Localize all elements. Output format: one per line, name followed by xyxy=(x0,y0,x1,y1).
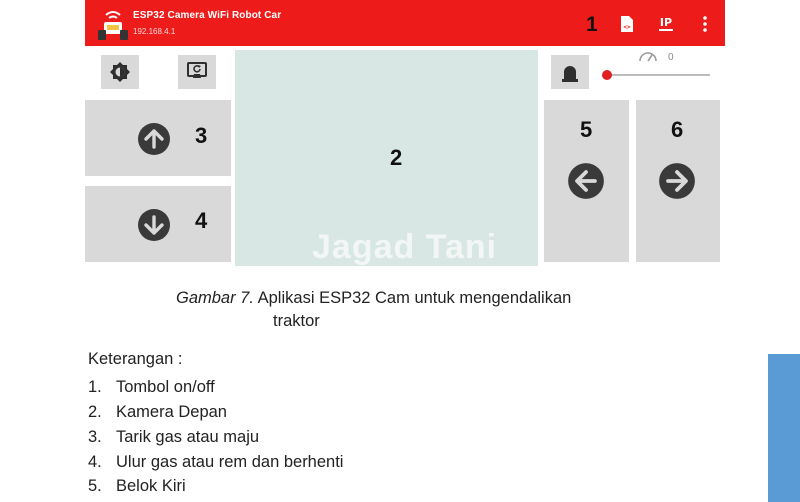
list-item-number: 3. xyxy=(88,428,102,446)
side-tab xyxy=(768,354,800,502)
speed-slider-track[interactable] xyxy=(606,74,710,76)
arrow-left-icon xyxy=(567,162,605,200)
list-item xyxy=(88,428,259,447)
marker-3: 3 xyxy=(195,123,208,148)
list-item-text: Tombol on/off xyxy=(116,378,215,396)
more-vert-icon[interactable] xyxy=(701,15,709,33)
figure-caption-text: Aplikasi ESP32 Cam untuk mengendalikan xyxy=(253,289,572,307)
list-item xyxy=(88,453,343,472)
siren-icon xyxy=(560,63,580,83)
marker-4: 4 xyxy=(195,208,208,233)
list-item-text: Ulur gas atau rem dan berhenti xyxy=(116,453,344,471)
list-item-number: 1. xyxy=(88,378,102,396)
arrow-up-icon xyxy=(137,122,171,156)
marker-2: 2 xyxy=(390,145,403,170)
figure-label: Gambar 7. xyxy=(176,289,254,307)
figure-caption-line-2: traktor xyxy=(273,312,320,330)
list-item-text: Kamera Depan xyxy=(116,403,227,421)
list-item-number: 5. xyxy=(88,477,102,495)
turn-left-button[interactable] xyxy=(544,100,629,262)
backward-button[interactable] xyxy=(85,186,231,262)
list-item-number: 4. xyxy=(88,453,102,471)
marker-5: 5 xyxy=(580,117,593,142)
arrow-down-icon xyxy=(137,208,171,242)
watermark: Jagad Tani xyxy=(312,228,498,266)
list-item xyxy=(88,378,215,397)
svg-text:<>: <> xyxy=(623,24,631,31)
marker-1: 1 xyxy=(586,13,598,36)
brightness-icon xyxy=(110,62,130,82)
speed-slider-thumb[interactable] xyxy=(602,70,612,80)
ip-icon[interactable] xyxy=(657,14,675,34)
robot-car-icon xyxy=(94,8,132,42)
list-item-text: Tarik gas atau maju xyxy=(116,428,260,446)
turn-right-button[interactable] xyxy=(636,100,720,262)
list-item-number: 2. xyxy=(88,403,102,421)
screen-capture-icon xyxy=(186,61,208,83)
code-file-icon[interactable] xyxy=(620,15,634,33)
app-title: ESP32 Camera WiFi Robot Car xyxy=(133,10,282,21)
speedometer-icon xyxy=(638,49,658,63)
alarm-button[interactable] xyxy=(551,55,589,89)
forward-button[interactable] xyxy=(85,100,231,176)
svg-text:IP: IP xyxy=(659,16,673,29)
speed-value: 0 xyxy=(668,52,674,63)
app-ip-address: 192.168.4.1 xyxy=(133,27,176,36)
list-item xyxy=(88,403,227,422)
marker-6: 6 xyxy=(671,117,684,142)
screen-capture-button[interactable] xyxy=(178,55,216,89)
arrow-right-icon xyxy=(658,162,696,200)
notes-heading: Keterangan : xyxy=(88,350,183,368)
figure-caption xyxy=(176,289,571,308)
list-item-text: Belok Kiri xyxy=(116,477,186,495)
list-item xyxy=(88,477,186,496)
brightness-button[interactable] xyxy=(101,55,139,89)
